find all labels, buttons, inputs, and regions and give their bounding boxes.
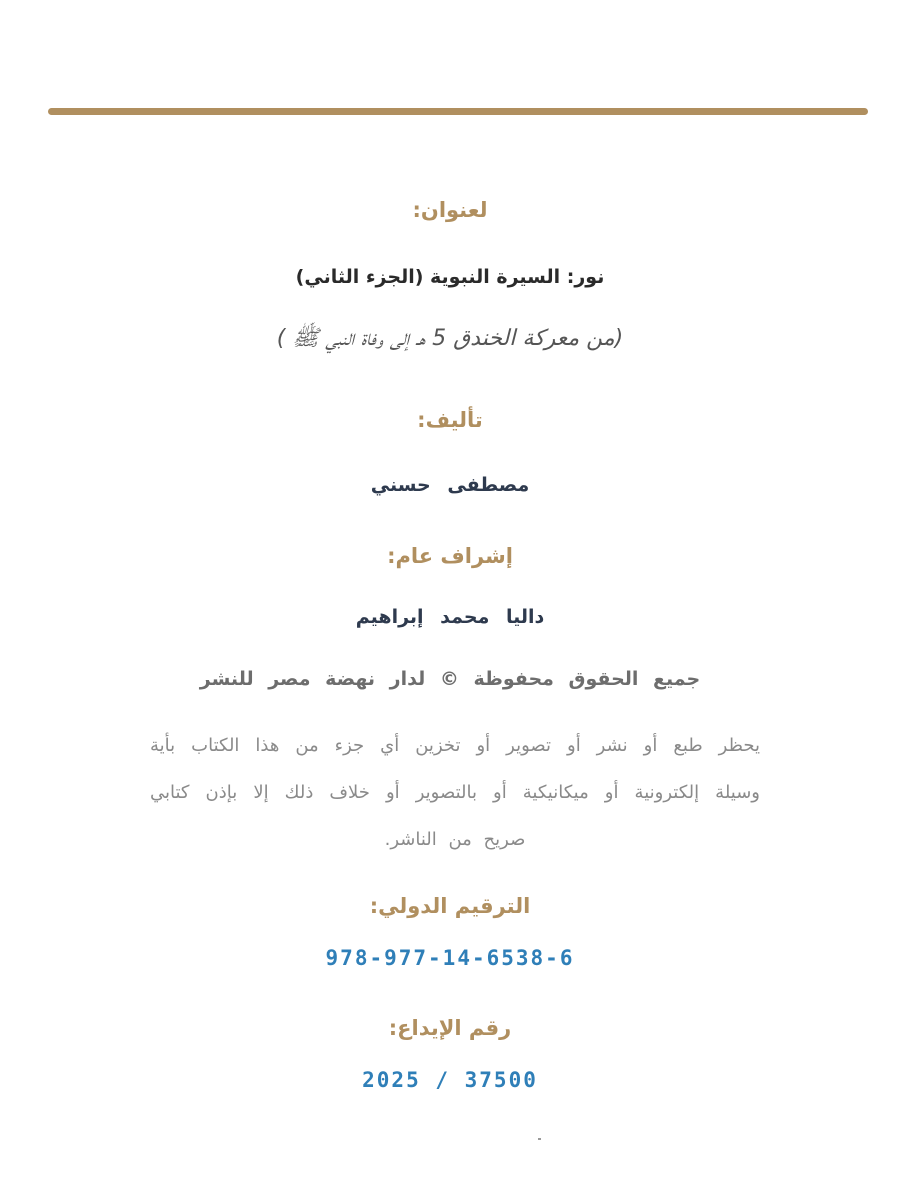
book-subtitle: (من معركة الخندق 5 هـ إلى وفاة النبي ﷺ ) <box>276 326 624 351</box>
supervisor-name: داليا محمد إبراهيم <box>355 606 545 628</box>
supervision-label: إشراف عام: <box>387 544 513 568</box>
deposit-label: رقم الإيداع: <box>388 1016 512 1040</box>
book-title: نور: السيرة النبوية (الجزء الثاني) <box>295 266 605 288</box>
title-label: لعنوان: <box>412 198 488 222</box>
isbn-value: 978-977-14-6538-6 <box>325 946 575 970</box>
author-label: تأليف: <box>417 408 483 432</box>
footer-dot <box>538 1138 541 1140</box>
deposit-number: 2025 / 37500 <box>362 1068 538 1092</box>
rights-notice: يحظر طبع أو نشر أو تصوير أو تخزين أي جزء من هذا الكتاب بأية وسيلة إلكترونية أو ميكانيكية أو بالتصوير أو خلاف ذلك إلا بإذن كتابي صريح من الناشر. <box>150 735 760 850</box>
author-name: مصطفى حسني <box>370 474 530 496</box>
isbn-label: الترقيم الدولي: <box>369 894 531 918</box>
rights-statement: جميع الحقوق محفوظة © لدار نهضة مصر للنشر <box>199 668 701 690</box>
top-divider <box>48 108 868 115</box>
